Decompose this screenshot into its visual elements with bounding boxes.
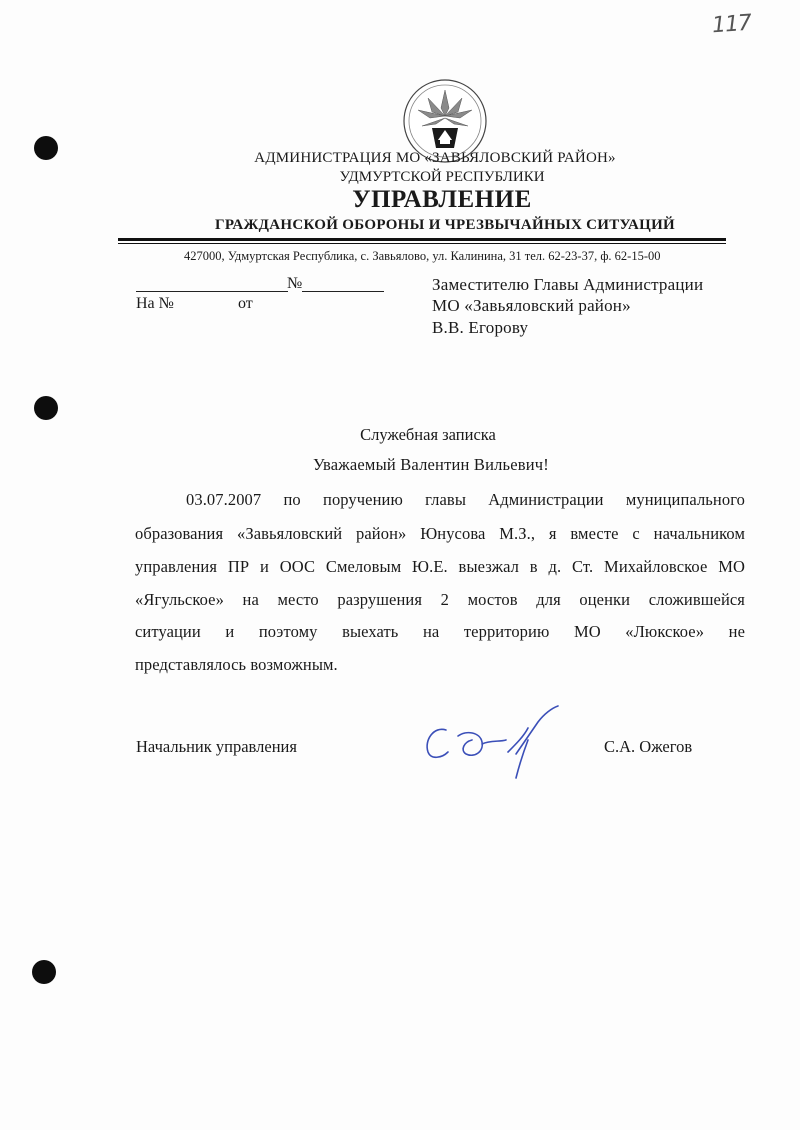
addressee-line-3: В.В. Егорову xyxy=(432,318,529,337)
punch-hole-bottom xyxy=(32,960,56,984)
outgoing-date-blank xyxy=(136,291,288,292)
outgoing-number-sign: № xyxy=(287,275,303,292)
reply-from-label: от xyxy=(238,295,253,312)
outgoing-number-blank xyxy=(302,291,384,292)
handwritten-signature xyxy=(416,700,576,780)
punch-hole-middle xyxy=(34,396,58,420)
letterhead-address: 427000, Удмуртская Республика, с. Завьялово, ул. Калинина, 31 тел. 62-23-37, ф. 62-15-00 xyxy=(184,249,661,263)
letterhead-rule-thick xyxy=(118,238,726,241)
reply-to-label: На № xyxy=(136,295,174,312)
signer-name: С.А. Ожегов xyxy=(604,737,693,756)
memo-title: Служебная записка xyxy=(360,425,496,444)
letterhead-admin-line: АДМИНИСТРАЦИЯ МО «ЗАВЬЯЛОВСКИЙ РАЙОН» xyxy=(254,150,616,166)
letterhead-rule-thin xyxy=(118,243,726,244)
archive-page-number: 117 xyxy=(711,10,752,39)
addressee-line-1: Заместителю Главы Администрации xyxy=(432,275,704,294)
memo-greeting: Уважаемый Валентин Вильевич! xyxy=(312,455,550,474)
memo-body-line: 03.07.2007 по поручению главы Администрации муниципального xyxy=(186,490,745,509)
memo-body-line: ситуации и поэтому выехать на территорию МО «Люкское» не xyxy=(135,622,745,641)
memo-body-line: «Ягульское» на место разрушения 2 мостов для оценки сложившейся xyxy=(135,590,745,609)
memo-body-line: образования «Завьяловский район» Юнусова М.З., я вместе с начальником xyxy=(135,524,745,543)
letterhead-republic-line: УДМУРТСКОЙ РЕСПУБЛИКИ xyxy=(339,169,545,185)
memo-body-line: управления ПР и ООС Смеловым Ю.Е. выезжал в д. Ст. Михайловское МО xyxy=(135,557,745,576)
letterhead-department: ГРАЖДАНСКОЙ ОБОРОНЫ И ЧРЕЗВЫЧАЙНЫХ СИТУАЦИЙ xyxy=(214,217,676,233)
memo-body-line: представлялось возможным. xyxy=(135,655,338,674)
letterhead-title: УПРАВЛЕНИЕ xyxy=(352,186,532,213)
signer-position: Начальник управления xyxy=(136,737,297,756)
addressee-line-2: МО «Завьяловский район» xyxy=(432,296,631,315)
